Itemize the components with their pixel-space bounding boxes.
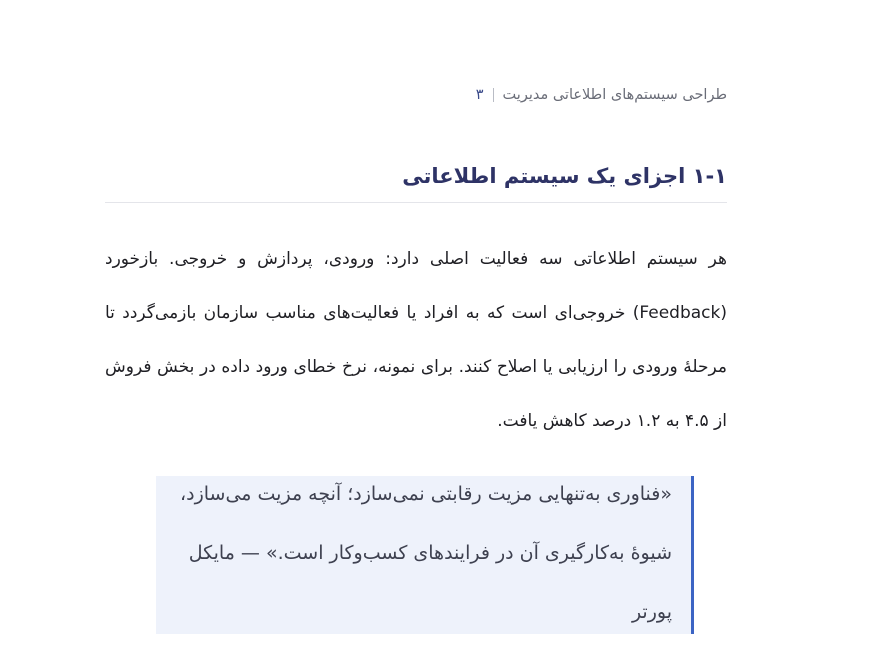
book-title: طراحی سیستم‌های اطلاعاتی مدیریت — [502, 87, 727, 103]
page-number: ۳ — [475, 87, 484, 103]
section-heading: ۱-۱ اجزای یک سیستم اطلاعاتی — [402, 164, 727, 188]
header-separator — [493, 88, 494, 102]
document-page — [105, 0, 727, 660]
running-header — [476, 84, 727, 106]
pull-quote — [156, 476, 694, 634]
body-paragraph: هر سیستم اطلاعاتی سه فعالیت اصلی دارد: ورودی، پردازش و خروجی. بازخورد (Feedback) خروجی‌ای است که به افراد یا فعالیت‌های مناسب سازمان بازمی‌گردد تا مرحلهٔ ورودی را ارزیابی یا اصلاح کنند. برای نمونه، نرخ خطای ورود داده در بخش فروش از ۴.۵ به ۱.۲ درصد کاهش یافت. — [105, 249, 727, 431]
quote-text: «فناوری به‌تنهایی مزیت رقابتی نمی‌سازد؛ آنچه مزیت می‌سازد، شیوهٔ به‌کارگیری آن در فرایندهای کسب‌وکار است.» — مایکل پورتر — [179, 483, 672, 623]
heading-divider — [105, 202, 727, 203]
